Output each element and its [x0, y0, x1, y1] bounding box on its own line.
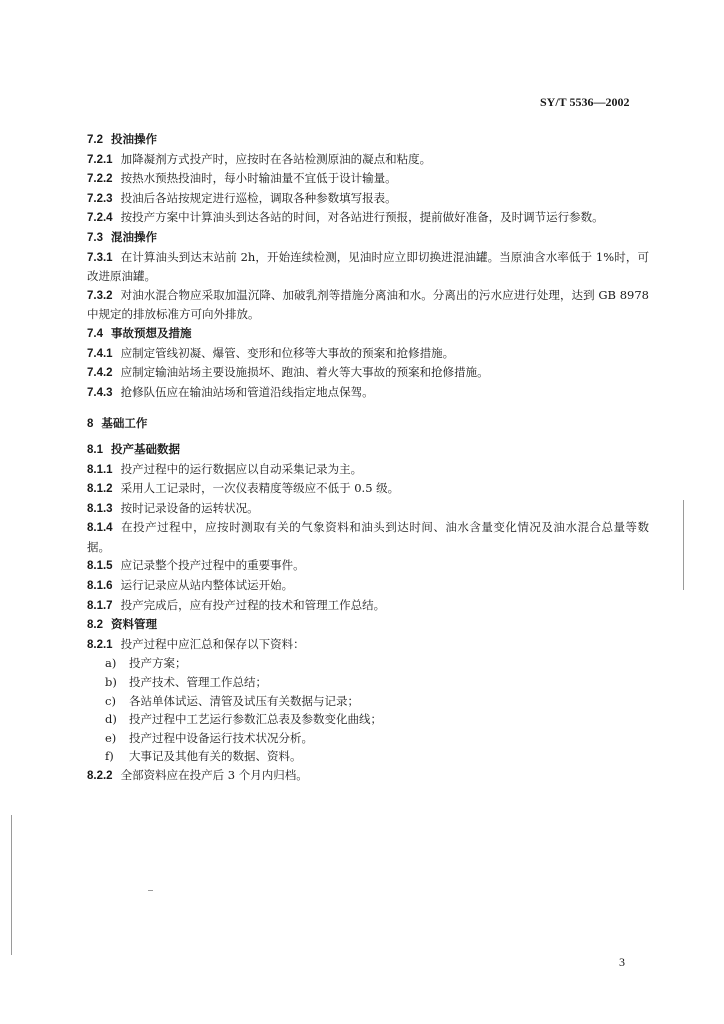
clause — [87, 518, 649, 556]
section-heading — [87, 440, 649, 460]
clause-text: 按时记录设备的运转状况。 — [120, 500, 259, 515]
clause-number: 7.3.2 — [87, 289, 113, 302]
clause-text: 各站单体试运、清管及试压有关数据与记录； — [129, 693, 359, 708]
clause-text: 事故预想及措施 — [111, 325, 192, 340]
clause — [87, 189, 649, 209]
clause-text: 资料管理 — [111, 617, 157, 632]
clause — [87, 150, 649, 170]
clause-number: 7.4 — [87, 327, 103, 340]
clause-number: 8.1.1 — [87, 463, 113, 476]
clause-number: 8.1.4 — [87, 522, 113, 535]
scan-artifact-line — [11, 815, 12, 955]
clause-number: 7.3 — [87, 231, 103, 244]
clause-text: 基础工作 — [101, 416, 148, 431]
list-item — [87, 710, 649, 729]
clause-text: 应记录整个投产过程中的重要事件。 — [120, 558, 305, 573]
clause — [87, 556, 649, 576]
clause-number: 8.2.1 — [87, 638, 113, 651]
clause-text: 投产过程中设备运行技术状况分析。 — [129, 730, 313, 745]
clause-text: 投产完成后，应有投产过程的技术和管理工作总结。 — [120, 597, 386, 612]
clause-number: 7.2.3 — [87, 192, 113, 205]
clause-text: 抢修队伍应在输油站场和管道沿线指定地点保驾。 — [120, 384, 374, 399]
clause-text: 采用人工记录时，一次仪表精度等级应不低于 0.5 级。 — [120, 481, 400, 496]
clause-text: 大事记及其他有关的数据、资料。 — [129, 749, 302, 764]
standard-code: SY/T 5536—2002 — [540, 95, 630, 109]
clause-text: 投产过程中应汇总和保存以下资料： — [120, 636, 305, 651]
scan-artifact-line — [683, 500, 684, 590]
clause-number: 8.2 — [87, 619, 103, 632]
clause — [87, 596, 649, 616]
clause-number: 8.2.2 — [87, 770, 113, 782]
list-item — [87, 747, 649, 766]
list-marker: c) — [105, 693, 116, 708]
clause — [87, 766, 649, 786]
clause-number: 7.3.1 — [87, 251, 113, 264]
clause — [87, 460, 649, 480]
clause-number: 8.1.6 — [87, 580, 113, 593]
clause-number: 8.1.2 — [87, 483, 113, 496]
list-marker: a) — [105, 656, 117, 671]
clause-number: 7.4.2 — [87, 367, 113, 380]
clause — [87, 363, 649, 383]
clause-number: 7.4.1 — [87, 347, 113, 360]
list-item — [87, 692, 649, 711]
clause — [87, 479, 649, 499]
clause-text: 投产技术、管理工作总结； — [129, 675, 267, 690]
clause-number: 7.2.4 — [87, 212, 113, 225]
section-heading — [87, 414, 649, 434]
section-heading — [87, 228, 649, 248]
clause-text: 混油操作 — [111, 229, 157, 244]
scan-artifact-dot — [148, 890, 153, 891]
clause-text: 投产方案； — [129, 656, 187, 671]
clause-text: 对油水混合物应采取加温沉降、加破乳剂等措施分离油和水。分离出的污水应进行处理，达到 GB 8978 中规定的排放标准方可向外排放。 — [87, 287, 649, 322]
clause-number: 8.1.7 — [87, 599, 113, 612]
clause — [87, 208, 649, 228]
clause — [87, 169, 649, 189]
page-number: 3 — [619, 955, 625, 969]
clause-text: 加降凝剂方式投产时，应按时在各站检测原油的凝点和粘度。 — [120, 151, 432, 166]
clause-number: 7.2.1 — [87, 153, 113, 166]
list-marker: b) — [105, 675, 117, 690]
clause — [87, 286, 649, 324]
clause-number: 7.2 — [87, 134, 103, 146]
clause-text: 投产基础数据 — [111, 441, 180, 456]
clause-text: 投产过程中的运行数据应以自动采集记录为主。 — [120, 461, 363, 476]
clause-text: 运行记录应从站内整体试运开始。 — [120, 578, 294, 593]
clause-text: 按投产方案中计算油头到达各站的时间，对各站进行预报，提前做好准备，及时调节运行参数。 — [120, 210, 604, 225]
clause-text: 应制定管线初凝、爆管、变形和位移等大事故的预案和抢修措施。 — [120, 345, 455, 360]
clause-number: 8.1.5 — [87, 560, 113, 573]
clause-text: 投油后各站按规定进行巡检，调取各种参数填写报表。 — [120, 190, 397, 205]
list-marker: d) — [105, 712, 117, 727]
clause-text: 在计算油头到达末站前 2h，开始连续检测，见油时应立即切换进混油罐。当原油含水率低于 1%时，可改进原油罐。 — [87, 249, 649, 284]
clause-text: 投油操作 — [111, 132, 157, 146]
section-heading — [87, 324, 649, 344]
list-item — [87, 654, 649, 673]
section-heading — [87, 130, 649, 150]
clause-number: 7.4.3 — [87, 386, 113, 399]
clause-number: 8.1.3 — [87, 502, 113, 515]
clause — [87, 344, 649, 364]
list-marker: e) — [105, 730, 117, 745]
clause-number: 8 — [87, 418, 94, 431]
list-item — [87, 729, 649, 748]
clause-number: 7.2.2 — [87, 173, 113, 186]
clause — [87, 635, 649, 655]
clause-text: 应制定输油站场主要设施损坏、跑油、着火等大事故的预案和抢修措施。 — [120, 365, 489, 380]
list-marker: f) — [105, 749, 114, 764]
clause — [87, 248, 649, 286]
section-heading — [87, 615, 649, 635]
clause-number: 8.1 — [87, 443, 103, 456]
document-body — [87, 130, 649, 786]
clause — [87, 576, 649, 596]
clause-text: 全部资料应在投产后 3 个月内归档。 — [120, 768, 308, 782]
clause-text: 在投产过程中，应按时测取有关的气象资料和油头到达时间、油水含量变化情况及油水混合总量等数据。 — [87, 520, 649, 554]
clause-text: 投产过程中工艺运行参数汇总表及参数变化曲线； — [129, 712, 382, 727]
list-item — [87, 673, 649, 692]
clause — [87, 499, 649, 519]
clause-text: 按热水预热投油时，每小时输油量不宜低于设计输量。 — [120, 171, 397, 186]
clause — [87, 383, 649, 403]
